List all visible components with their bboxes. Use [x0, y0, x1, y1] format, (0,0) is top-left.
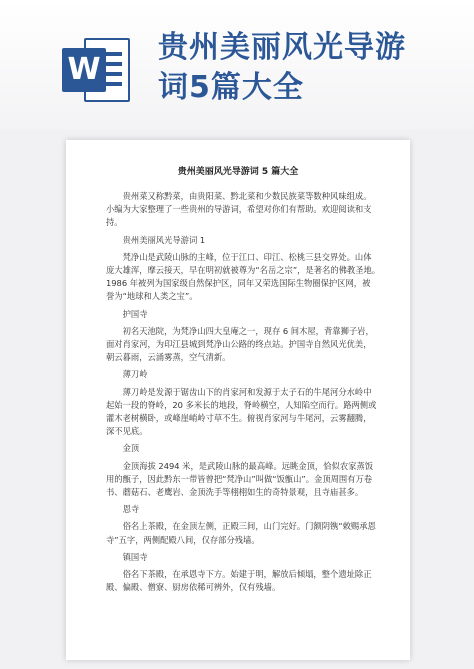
paragraph: 俗名上茶殿，在金顶左侧，正殿三间，山门完好。门额阴镌“敕赐承恩寺”五字，两侧配殿八间，仅存部分残墙。	[106, 521, 376, 545]
paragraph-intro: 贵州菜又称黔菜，由贵阳菜、黔北菜和少数民族菜等数种风味组成。小编为大家整理了一些贵州的导游词，希望对你们有帮助。欢迎阅读和支持。	[106, 191, 372, 228]
paragraph: 俗名下茶殿，在承恩寺下方。始建于明，解放后倾塌，整个遗址除正殿、偏殿、僧寮、厨房依稀可辨外，仅有残墙。	[106, 569, 372, 593]
document-title: 贵州美丽风光导游词 5 篇大全	[177, 167, 299, 177]
banner-title-line-2: 词5篇大全	[158, 70, 304, 105]
section-heading: 金顶	[122, 443, 140, 454]
section-heading: 薄刀岭	[122, 369, 148, 380]
word-document-icon	[62, 38, 132, 102]
paragraph: 金顶海拔 2494 米，是武陵山脉的最高峰。远眺金顶，恰似农家蒸饭用的甑子，因此黔东一带皆曾把“梵净山”叫做“饭甑山”。金顶周围有万卷书、蘑菇石、老鹰岩、金顶洗手等栩栩如生的奇特景观，且寺庙甚多。	[106, 460, 374, 498]
paragraph: 初名天池院，为梵净山四大皇庵之一，现存 6 间木屋，背靠狮子岩，面对肖家河，为印江县城到梵净山公路的终点站。护国寺自然风光优美，朝云暮雨，云涌雾蒸，空气清新。	[106, 325, 374, 363]
section-heading: 恩寺	[122, 504, 140, 515]
banner	[0, 0, 474, 130]
document-body	[106, 190, 385, 594]
banner-title-line-1: 贵州美丽风光导游	[158, 30, 406, 65]
section-heading: 护国寺	[122, 308, 148, 319]
word-logo-letter: W	[62, 48, 106, 92]
document-page	[66, 140, 410, 660]
section-heading: 贵州美丽风光导游词 1	[122, 234, 206, 245]
paragraph: 薄刀岭是发源于锯齿山下的肖家河和发源于太子石的牛尾河分水岭中起始一段的脊岭，20 多米长的地段，脊岭横空，人知陷空而行。路两侧或灌木老树横卧，或峰崖峭岭寸草不生。俯视肖家河与牛尾河，云雾翻腾，深不见底。	[106, 386, 377, 437]
banner-title	[158, 28, 458, 108]
paragraph: 梵净山是武陵山脉的主峰，位于江口、印江、松桃三县交界处。山体庞大雄浑，摩云接天，早在明初就被尊为“名岳之宗”，是著名的佛教圣地。 1986 年被列为国家级自然保护区，同年又荣选国际生物圈保护区网，被誉为“地球和人类之宝”。	[106, 251, 385, 302]
section-heading: 镇国寺	[122, 551, 148, 562]
